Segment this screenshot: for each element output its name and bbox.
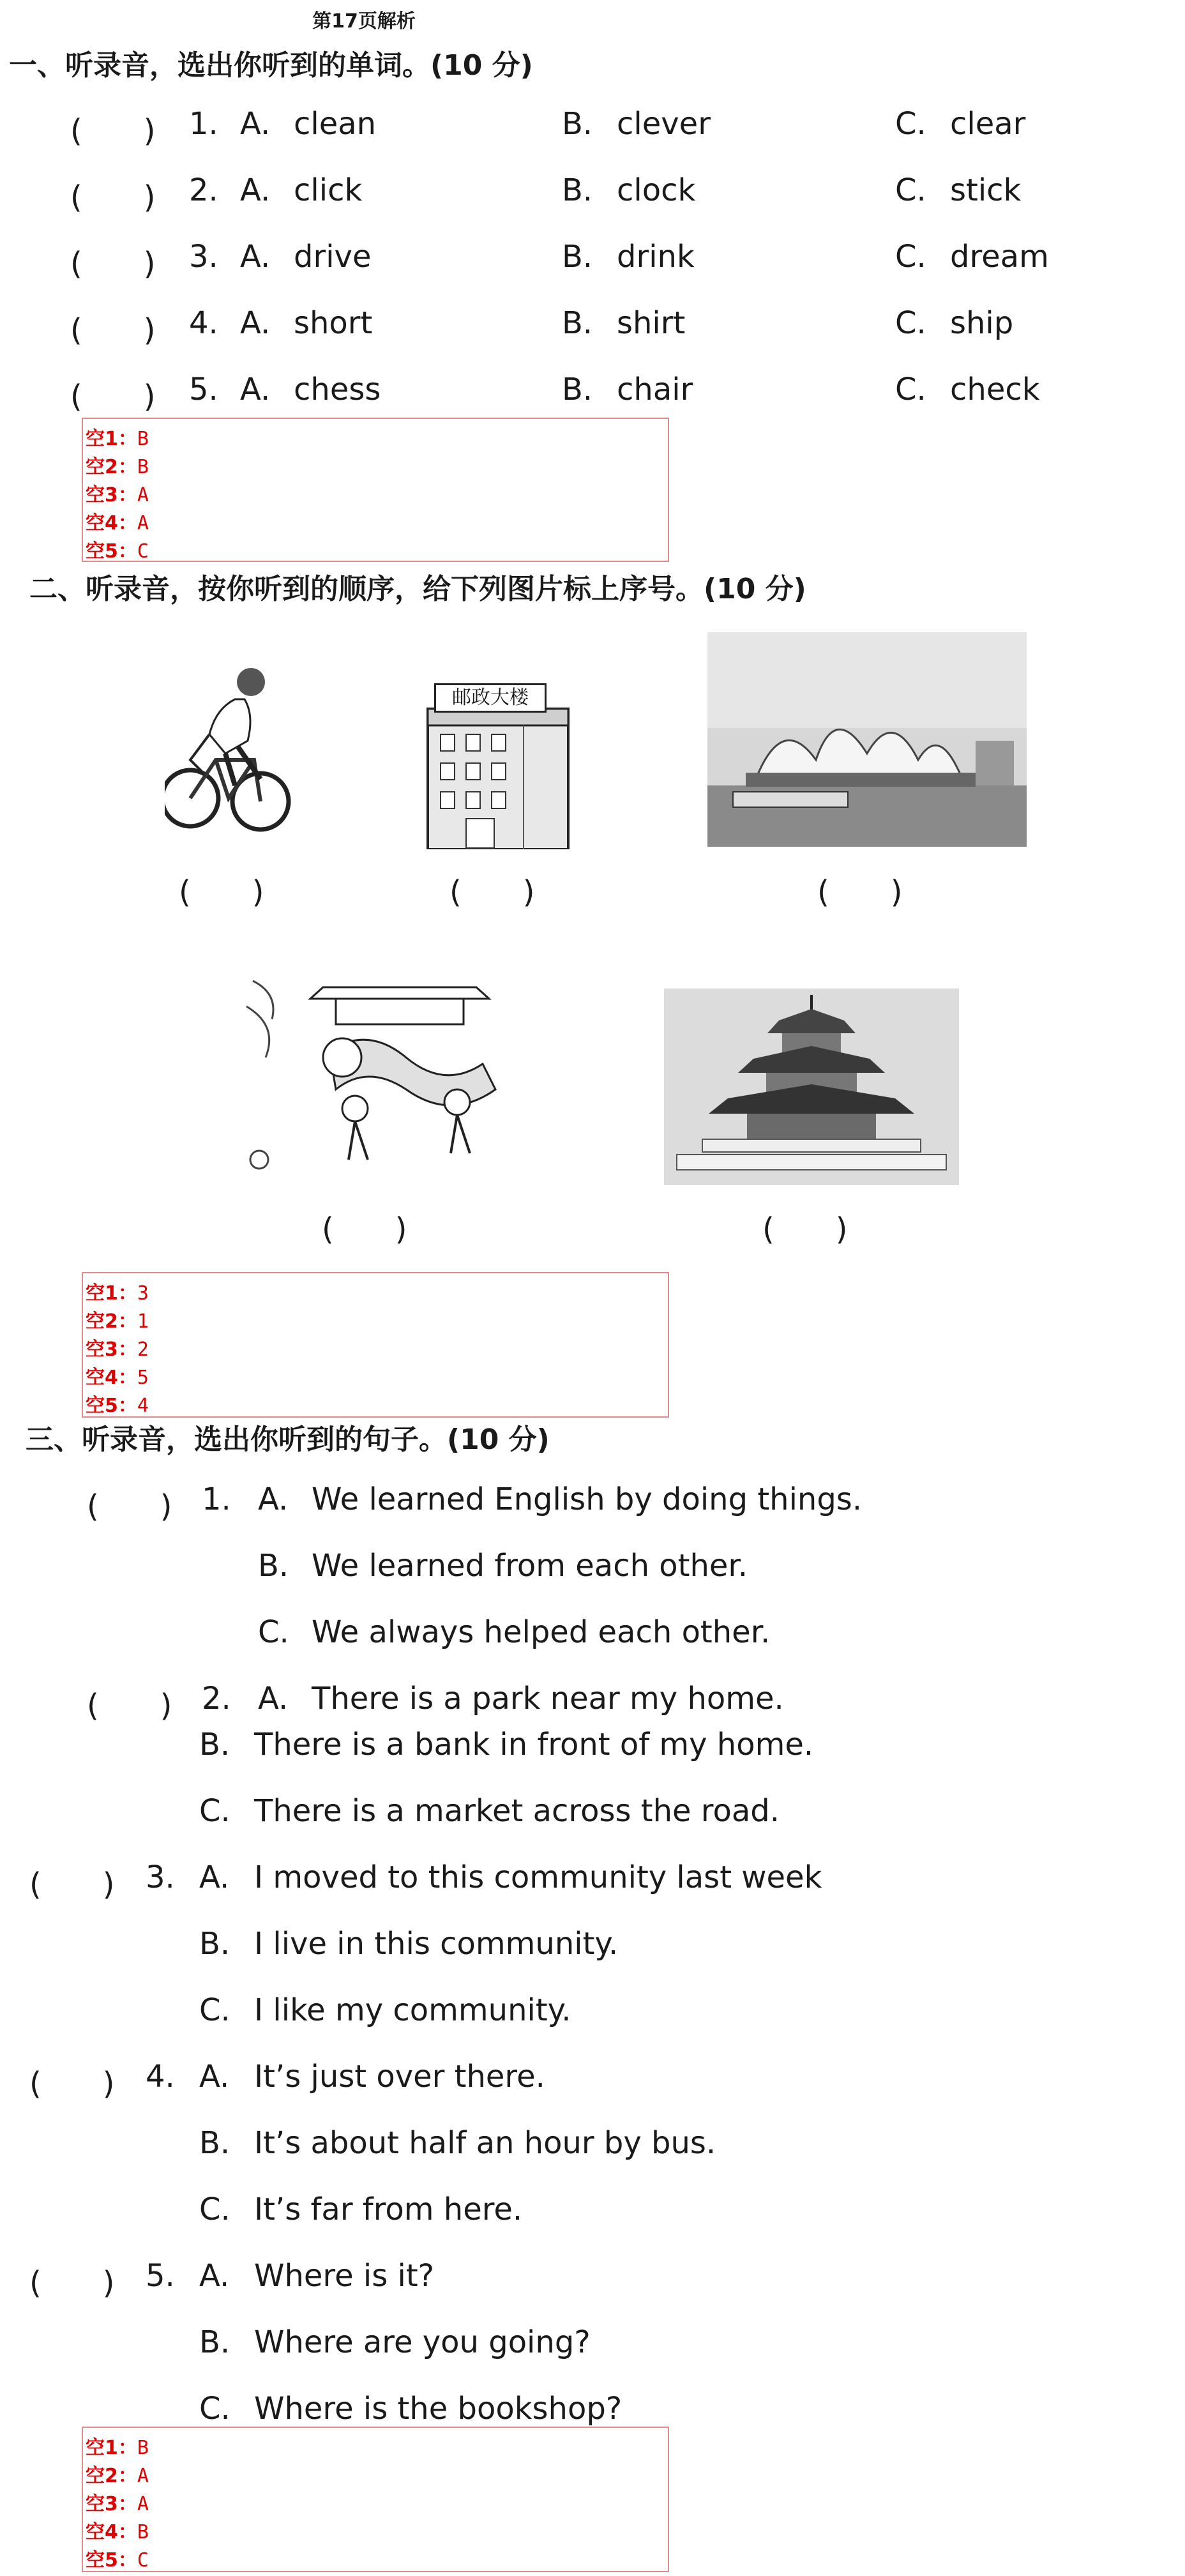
option-letter-c: C.: [895, 106, 926, 142]
option-b: drink: [617, 239, 695, 275]
option-c: There is a market across the road.: [254, 1793, 780, 1829]
answer-paren[interactable]: ( ): [70, 246, 156, 282]
option-a: We learned English by doing things.: [312, 1481, 863, 1517]
post-office-sign: 邮政大楼: [434, 683, 547, 713]
answer-line: 空4：B: [86, 2521, 149, 2543]
picture-paren[interactable]: ( ): [322, 1211, 407, 1247]
option-letter-a: A.: [199, 1860, 230, 1895]
option-letter-b: B.: [562, 172, 593, 208]
option-c: stick: [950, 172, 1022, 208]
answer-paren[interactable]: ( ): [87, 1489, 172, 1524]
section2-answer-box: [82, 1272, 669, 1418]
option-b: clock: [617, 172, 696, 208]
option-a: I moved to this community last week: [254, 1860, 822, 1895]
option-a: Where is it?: [254, 2258, 435, 2294]
question-number: 3.: [146, 1860, 175, 1895]
option-a: chess: [294, 372, 381, 407]
option-letter-b: B.: [199, 2324, 230, 2360]
answer-paren[interactable]: ( ): [70, 179, 156, 215]
question-number: 3.: [189, 239, 218, 275]
section3-heading: 三、听录音，选出你听到的句子。(10 分): [26, 1423, 550, 1456]
option-letter-c: C.: [895, 172, 926, 208]
option-letter-b: B.: [258, 1548, 289, 1584]
option-b: Where are you going?: [254, 2324, 591, 2360]
answer-line: 空1：B: [86, 2437, 149, 2459]
answer-paren[interactable]: ( ): [70, 312, 156, 348]
answer-paren[interactable]: ( ): [29, 1867, 115, 1902]
answer-line: 空2：A: [86, 2465, 149, 2487]
option-a: click: [294, 172, 363, 208]
option-a: There is a park near my home.: [312, 1681, 784, 1716]
option-a: clean: [294, 106, 377, 142]
option-letter-a: A.: [240, 172, 271, 208]
answer-line: 空2：B: [86, 456, 149, 478]
cyclist-icon: [165, 664, 292, 849]
option-c: I like my community.: [254, 1992, 571, 2028]
picture-paren[interactable]: ( ): [817, 874, 903, 910]
question-number: 2.: [189, 172, 218, 208]
option-letter-a: A.: [258, 1681, 289, 1716]
answer-paren[interactable]: ( ): [87, 1688, 172, 1724]
option-letter-c: C.: [199, 2192, 230, 2227]
answer-line: 空2：1: [86, 1310, 149, 1333]
option-letter-b: B.: [562, 106, 593, 142]
question-number: 2.: [202, 1681, 231, 1716]
option-b: We learned from each other.: [312, 1548, 748, 1584]
option-letter-c: C.: [199, 2391, 230, 2427]
option-letter-c: C.: [895, 239, 926, 275]
option-c: dream: [950, 239, 1049, 275]
answer-line: 空1：3: [86, 1282, 149, 1305]
option-b: I live in this community.: [254, 1926, 619, 1962]
section1-heading: 一、听录音，选出你听到的单词。(10 分): [9, 49, 533, 82]
question-number: 4.: [189, 305, 218, 341]
option-a: short: [294, 305, 373, 341]
option-c: clear: [950, 106, 1026, 142]
picture-paren[interactable]: ( ): [762, 1211, 848, 1247]
option-letter-c: C.: [895, 372, 926, 407]
option-c: It’s far from here.: [254, 2192, 523, 2227]
option-letter-c: C.: [199, 1793, 230, 1829]
option-b: chair: [617, 372, 693, 407]
question-number: 1.: [202, 1481, 231, 1517]
option-letter-a: A.: [240, 239, 271, 275]
option-letter-b: B.: [199, 1727, 230, 1762]
option-c: ship: [950, 305, 1014, 341]
option-c: check: [950, 372, 1040, 407]
question-number: 5.: [146, 2258, 175, 2294]
option-b: There is a bank in front of my home.: [254, 1727, 814, 1762]
option-letter-c: C.: [199, 1992, 230, 2028]
section3-answer-box: [82, 2427, 669, 2572]
answer-line: 空3：A: [86, 484, 149, 506]
option-a: It’s just over there.: [254, 2059, 545, 2095]
option-letter-b: B.: [199, 1926, 230, 1962]
post-office-icon: [415, 683, 581, 849]
option-letter-b: B.: [562, 372, 593, 407]
option-a: drive: [294, 239, 372, 275]
answer-paren[interactable]: ( ): [70, 113, 156, 149]
question-number: 4.: [146, 2059, 175, 2095]
answer-paren[interactable]: ( ): [29, 2265, 115, 2301]
option-letter-b: B.: [562, 239, 593, 275]
option-letter-a: A.: [199, 2059, 230, 2095]
picture-paren[interactable]: ( ): [449, 874, 535, 910]
opera-house-icon: [707, 632, 1027, 847]
option-letter-a: A.: [240, 106, 271, 142]
option-letter-a: A.: [258, 1481, 289, 1517]
answer-paren[interactable]: ( ): [29, 2066, 115, 2102]
answer-line: 空3：2: [86, 1338, 149, 1361]
page-title: 第17页解析: [312, 10, 416, 33]
question-number: 1.: [189, 106, 218, 142]
option-c: Where is the bookshop?: [254, 2391, 623, 2427]
option-b: clever: [617, 106, 711, 142]
answer-paren[interactable]: ( ): [70, 379, 156, 414]
answer-line: 空5：C: [86, 2549, 149, 2572]
answer-line: 空5：4: [86, 1395, 149, 1417]
section2-heading: 二、听录音，按你听到的顺序，给下列图片标上序号。(10 分): [29, 573, 806, 605]
option-letter-c: C.: [258, 1614, 289, 1650]
answer-line: 空3：A: [86, 2493, 149, 2515]
option-b: It’s about half an hour by bus.: [254, 2125, 716, 2161]
answer-line: 空1：B: [86, 428, 149, 450]
answer-line: 空5：C: [86, 540, 149, 563]
question-number: 5.: [189, 372, 218, 407]
option-letter-a: A.: [199, 2258, 230, 2294]
section1-answer-box: [82, 418, 669, 562]
option-letter-b: B.: [199, 2125, 230, 2161]
answer-line: 空4：5: [86, 1367, 149, 1389]
dragon-dance-icon: [240, 968, 508, 1181]
option-letter-a: A.: [240, 372, 271, 407]
option-letter-c: C.: [895, 305, 926, 341]
option-c: We always helped each other.: [312, 1614, 771, 1650]
answer-line: 空4：A: [86, 512, 149, 534]
option-letter-a: A.: [240, 305, 271, 341]
picture-paren[interactable]: ( ): [179, 874, 264, 910]
temple-of-heaven-icon: [664, 989, 959, 1185]
option-b: shirt: [617, 305, 686, 341]
option-letter-b: B.: [562, 305, 593, 341]
